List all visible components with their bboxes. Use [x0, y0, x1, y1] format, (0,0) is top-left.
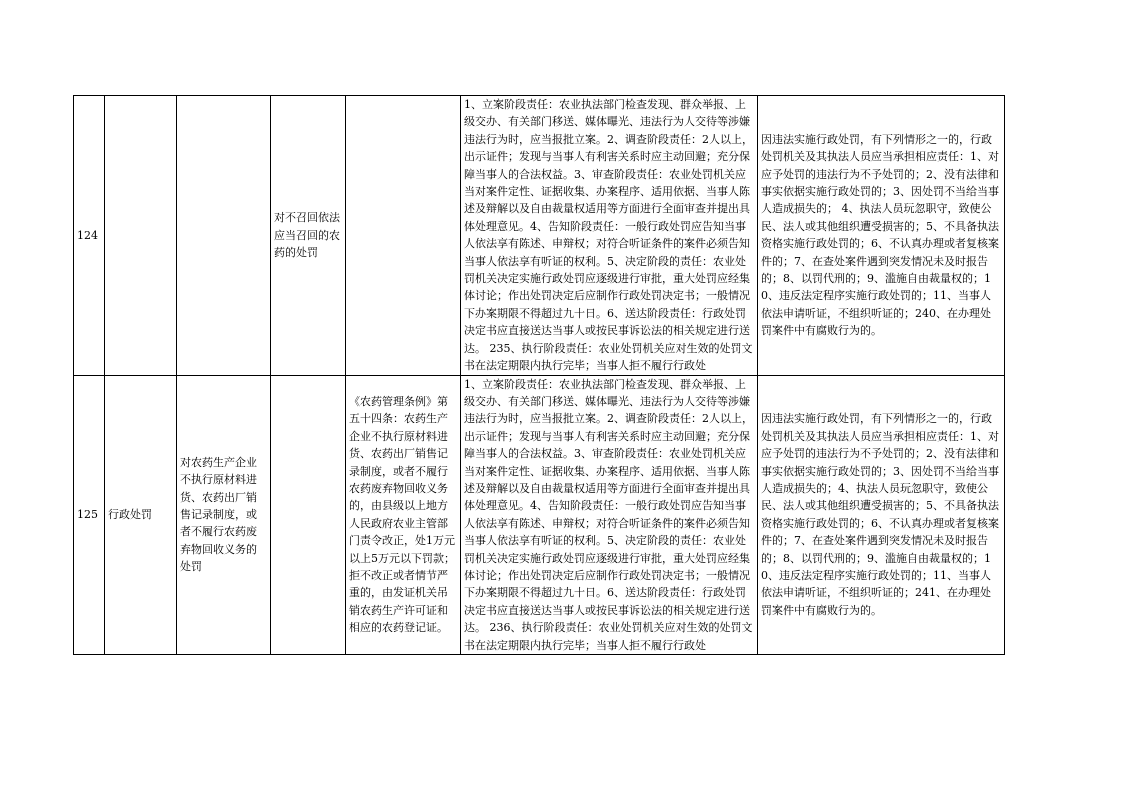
legal-basis-cell [346, 96, 461, 376]
item-name-cell: 对农药生产企业不执行原材料进货、农药出厂销售记录制度，或者不履行农药废弃物回收义务的处罚 [177, 375, 271, 655]
row-number: 125 [74, 375, 105, 655]
row-number: 124 [74, 96, 105, 376]
empty-cell [271, 375, 346, 655]
responsibility-cell: 1、立案阶段责任：农业执法部门检查发现、群众举报、上级交办、有关部门移送、媒体曝光、违法行为人交待等涉嫌违法行为时，应当报批立案。2、调查阶段责任：2人以上，出示证件；发现与当事人有利害关系时应主动回避；充分保障当事人的合法权益。3、审查阶段责任：农业处罚机关应当对案件定性、证据收集、办案程序、适用依据、当事人陈述及辩解以及自由裁量权适用等方面进行全面审查并提出具体处理意见。4、告知阶段责任：一般行政处罚应告知当事人依法享有陈述、申辩权；对符合听证条件的案件必须告知当事人依法享有听证的权利。5、决定阶段的责任：农业处罚机关决定实施行政处罚应逐级进行审批，重大处罚应经集体讨论；作出处罚决定后应制作行政处罚决定书；一般情况下办案期限不得超过九十日。6、送达阶段责任：行政处罚决定书应直接送达当事人或按民事诉讼法的相关规定进行送达。 235、执行阶段责任：农业处罚机关应对生效的处罚文书在法定期限内执行完毕；当事人拒不履行行政处 [461, 96, 758, 376]
table-row [74, 375, 1005, 655]
category-cell [105, 96, 177, 376]
legal-basis-cell: 《农药管理条例》第五十四条：农药生产企业不执行原材料进货、农药出厂销售记录制度，或者不履行农药废弃物回收义务的，由县级以上地方人民政府农业主管部门责令改正，处1万元以上5万元以下罚款；拒不改正或者情节严重的，由发证机关吊销农药生产许可证和相应的农药登记证。 [346, 375, 461, 655]
empty-cell [177, 96, 271, 376]
table-row [74, 96, 1005, 376]
responsibility-table [73, 95, 1005, 655]
category-cell: 行政处罚 [105, 375, 177, 655]
accountability-cell: 因违法实施行政处罚，有下列情形之一的，行政处罚机关及其执法人员应当承担相应责任：1、对应予处罚的违法行为不予处罚的；2、没有法律和事实依据实施行政处罚的；3、因处罚不当给当事人造成损失的；4、执法人员玩忽职守，致使公民、法人或其他组织遭受损害的；5、不具备执法资格实施行政处罚的；6、不认真办理或者复核案件的；7、在查处案件遇到突发情况未及时报告的；8、以罚代刑的；9、滥施自由裁量权的；10、违反法定程序实施行政处罚的；11、当事人依法申请听证，不组织听证的；241、在办理处罚案件中有腐败行为的。 [758, 375, 1005, 655]
item-name-cell: 对不召回依法应当召回的农药的处罚 [271, 96, 346, 376]
responsibility-cell: 1、立案阶段责任：农业执法部门检查发现、群众举报、上级交办、有关部门移送、媒体曝光、违法行为人交待等涉嫌违法行为时，应当报批立案。2、调查阶段责任：2人以上，出示证件；发现与当事人有利害关系时应主动回避；充分保障当事人的合法权益。3、审查阶段责任：农业处罚机关应当对案件定性、证据收集、办案程序、适用依据、当事人陈述及辩解以及自由裁量权适用等方面进行全面审查并提出具体处理意见。4、告知阶段责任：一般行政处罚应告知当事人依法享有陈述、申辩权；对符合听证条件的案件必须告知当事人依法享有听证的权利。5、决定阶段的责任：农业处罚机关决定实施行政处罚应逐级进行审批，重大处罚应经集体讨论；作出处罚决定后应制作行政处罚决定书；一般情况下办案期限不得超过九十日。6、送达阶段责任：行政处罚决定书应直接送达当事人或按民事诉讼法的相关规定进行送达。 236、执行阶段责任：农业处罚机关应对生效的处罚文书在法定期限内执行完毕；当事人拒不履行行政处 [461, 375, 758, 655]
accountability-cell: 因违法实施行政处罚，有下列情形之一的，行政处罚机关及其执法人员应当承担相应责任：1、对应予处罚的违法行为不予处罚的；2、没有法律和事实依据实施行政处罚的；3、因处罚不当给当事人造成损失的； 4、执法人员玩忽职守，致使公民、法人或其他组织遭受损害的；5、不具备执法资格实施行政处罚的；6、不认真办理或者复核案件的；7、在查处案件遇到突发情况未及时报告的；8、以罚代刑的；9、滥施自由裁量权的；10、违反法定程序实施行政处罚的；11、当事人依法申请听证，不组织听证的；240、在办理处罚案件中有腐败行为的。 [758, 96, 1005, 376]
